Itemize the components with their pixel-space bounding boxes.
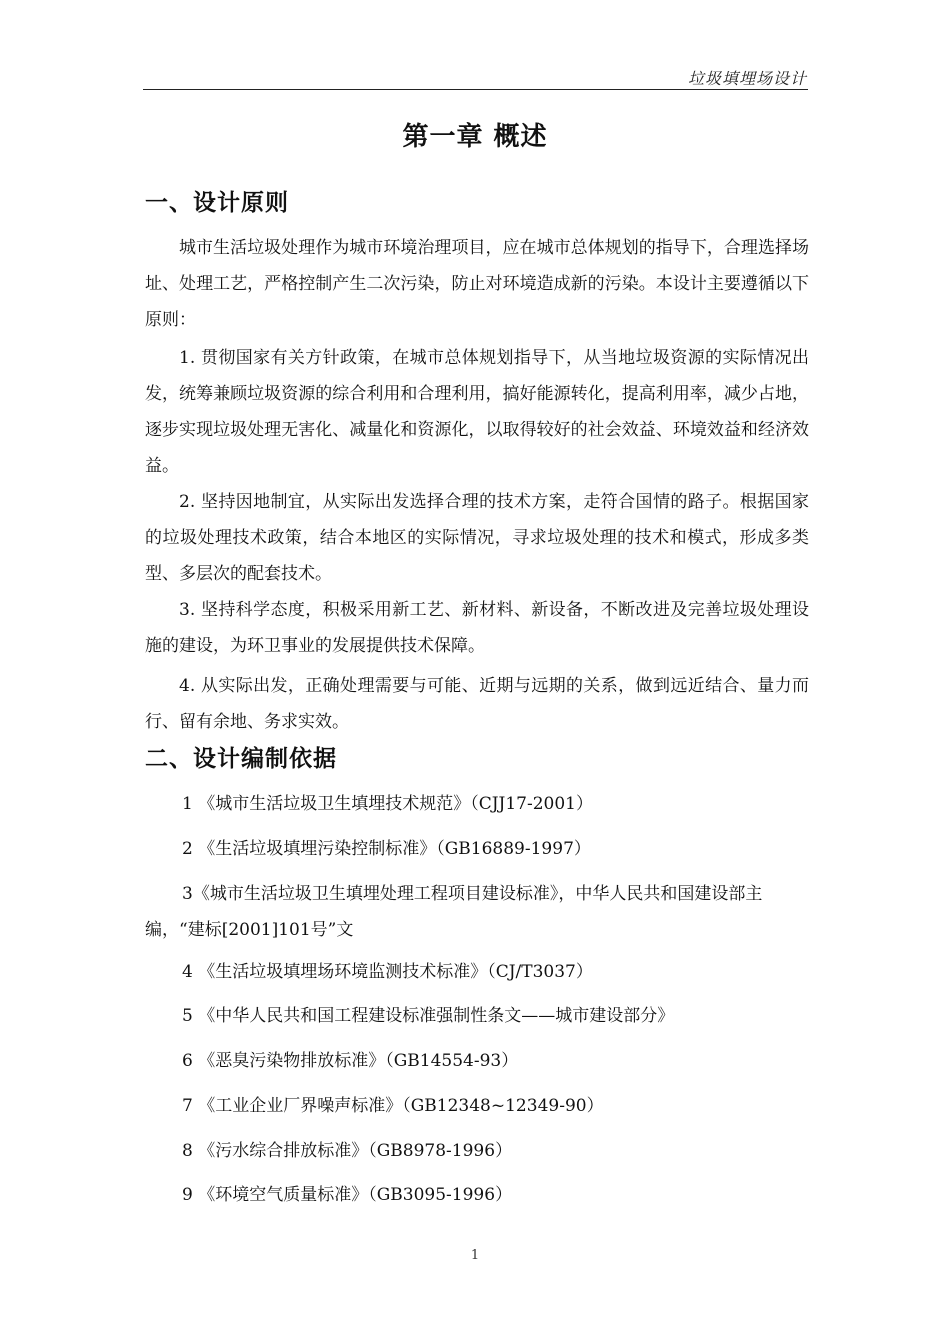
- reference-item-9: 9 《环境空气质量标准》（GB3095-1996）: [182, 1185, 513, 1205]
- reference-item-5: 5 《中华人民共和国工程建设标准强制性条文——城市建设部分》: [182, 1006, 675, 1026]
- reference-item-7: 7 《工业企业厂界噪声标准》（GB12348~12349-90）: [182, 1096, 604, 1116]
- running-header: 垃圾填埋场设计: [687, 69, 807, 88]
- reference-item-8: 8 《污水综合排放标准》（GB8978-1996）: [182, 1141, 513, 1161]
- reference-item-6: 6 《恶臭污染物排放标准》（GB14554-93）: [182, 1051, 519, 1071]
- reference-item-3: 3《城市生活垃圾卫生填埋处理工程项目建设标准》，中华人民共和国建设部主编，“建标[2001]101号”文: [145, 884, 763, 940]
- section-heading-design-basis: 二、设计编制依据: [145, 745, 337, 772]
- page-number: 1: [470, 1248, 480, 1263]
- principle-item-1: 1. 贯彻国家有关方针政策，在城市总体规划指导下，从当地垃圾资源的实际情况出发，统筹兼顾垃圾资源的综合利用和合理利用，搞好能源转化，提高利用率，减少占地，逐步实现垃圾处理无害化、减量化和资源化，以取得较好的社会效益、环境效益和经济效益。: [145, 348, 809, 476]
- principle-item-2: 2. 坚持因地制宜，从实际出发选择合理的技术方案，走符合国情的路子。根据国家的垃圾处理技术政策，结合本地区的实际情况，寻求垃圾处理的技术和模式，形成多类型、多层次的配套技术。: [145, 492, 809, 584]
- reference-item-4: 4 《生活垃圾填埋场环境监测技术标准》（CJ/T3037）: [182, 962, 593, 982]
- principle-item-3: 3. 坚持科学态度，积极采用新工艺、新材料、新设备，不断改进及完善垃圾处理设施的建设，为环卫事业的发展提供技术保障。: [145, 600, 809, 656]
- reference-item-2: 2 《生活垃圾填埋污染控制标准》（GB16889-1997）: [182, 839, 591, 859]
- chapter-title: 第一章 概述: [402, 122, 548, 152]
- intro-paragraph: 城市生活垃圾处理作为城市环境治理项目，应在城市总体规划的指导下，合理选择场址、处理工艺，严格控制产生二次污染，防止对环境造成新的污染。本设计主要遵循以下原则：: [145, 238, 809, 330]
- section-heading-design-principles: 一、设计原则: [145, 189, 289, 216]
- header-rule: [143, 89, 808, 90]
- reference-item-1: 1 《城市生活垃圾卫生填埋技术规范》（CJJ17-2001）: [182, 794, 593, 814]
- principle-item-4: 4. 从实际出发，正确处理需要与可能、近期与远期的关系，做到远近结合、量力而行、留有余地、务求实效。: [145, 676, 809, 732]
